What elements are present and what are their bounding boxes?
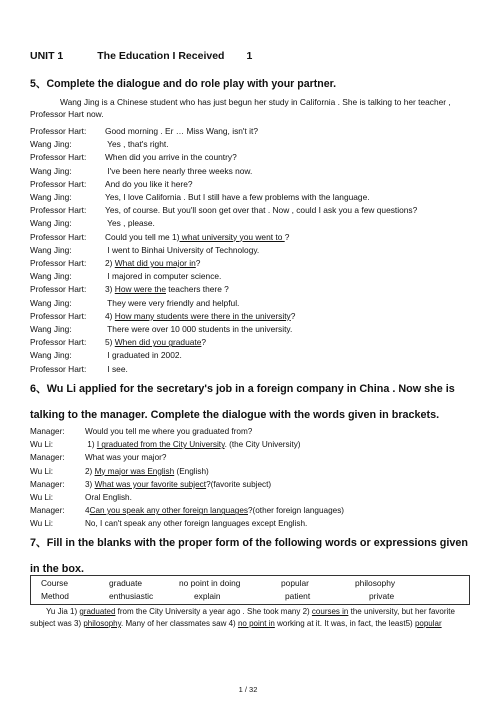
speaker-label: Professor Hart: bbox=[30, 178, 87, 189]
dialogue-line bbox=[30, 492, 132, 504]
line-text: Yes , that's right. bbox=[105, 139, 169, 150]
dialogue-line bbox=[30, 426, 252, 438]
para-text: the university, but her favorite subject was 3) bbox=[30, 607, 455, 628]
answer-text: What did you major in bbox=[114, 258, 196, 268]
speaker-label: Manager: bbox=[30, 479, 65, 489]
dialogue-line bbox=[30, 505, 344, 517]
speaker-label: Professor Hart: bbox=[30, 152, 87, 163]
word-box-item: patient bbox=[285, 591, 311, 601]
line-text-after: ? bbox=[195, 258, 201, 268]
para-answer: no point in bbox=[237, 619, 275, 628]
dialogue-line bbox=[30, 191, 370, 203]
speaker-label: Professor Hart: bbox=[30, 126, 87, 136]
word-box-item: no point in doing bbox=[179, 578, 241, 588]
dialogue-line bbox=[30, 244, 259, 256]
line-text: 2) bbox=[105, 258, 115, 268]
speaker-label: Wang Jing: bbox=[30, 192, 72, 202]
para-text: working at it. It was, in fact, the least5) bbox=[274, 619, 415, 628]
dialogue-line bbox=[30, 125, 258, 137]
para-text: Yu Jia 1) bbox=[46, 607, 80, 616]
speaker-label: Wu Li: bbox=[30, 493, 54, 502]
line-text: I graduated in 2002. bbox=[105, 350, 182, 361]
answer-text: When did you graduate bbox=[114, 337, 202, 348]
speaker-label: Wang Jing: bbox=[30, 324, 72, 334]
line-text: Yes , please. bbox=[105, 218, 155, 229]
section6-heading: 6、Wu Li applied for the secretary's job in a foreign company in China . Now she is talking to the manager. Complete the dialogue with the words given in brackets. bbox=[30, 383, 455, 421]
line-text: I've been here nearly three weeks now. bbox=[105, 165, 253, 176]
section5-heading: 5、Complete the dialogue and do role play with your partner. bbox=[30, 78, 337, 90]
unit-heading bbox=[30, 50, 252, 62]
speaker-label: Wang Jing: bbox=[30, 218, 72, 229]
speaker-label: Manager: bbox=[30, 427, 65, 436]
speaker-label: Wu Li: bbox=[30, 519, 54, 529]
line-text: Good morning . Er … Miss Wang, isn't it? bbox=[105, 126, 259, 136]
dialogue-line bbox=[30, 151, 237, 163]
line-text: I went to Binhai University of Technology. bbox=[105, 244, 260, 255]
dialogue-line bbox=[30, 363, 128, 375]
unit-title: The Education I Received bbox=[97, 50, 225, 62]
answer-text: My major was English bbox=[94, 466, 175, 476]
line-text: 2) bbox=[85, 466, 95, 476]
word-box-item: graduate bbox=[109, 578, 143, 588]
line-text-after: ? bbox=[284, 231, 290, 242]
para-answer: philosophy bbox=[83, 619, 122, 628]
answer-text: what university you went to bbox=[179, 231, 285, 242]
unit-number: 1 bbox=[246, 50, 253, 62]
line-text-after: ?(other foreign languages) bbox=[247, 506, 345, 516]
speaker-label: Professor Hart: bbox=[30, 205, 87, 216]
dialogue-line bbox=[30, 165, 252, 177]
line-text-after: (English) bbox=[174, 466, 209, 476]
speaker-label: Wu Li: bbox=[30, 466, 54, 476]
dialogue-line bbox=[30, 257, 200, 269]
dialogue-line bbox=[30, 439, 301, 451]
speaker-label: Professor Hart: bbox=[30, 363, 87, 374]
line-text: 3) bbox=[105, 284, 115, 295]
line-text: What was your major? bbox=[85, 453, 167, 463]
speaker-label: Professor Hart: bbox=[30, 284, 87, 295]
word-box bbox=[30, 575, 470, 605]
line-text: 3) bbox=[85, 479, 95, 489]
para-answer: courses in bbox=[311, 607, 349, 616]
line-text: Oral English. bbox=[85, 493, 132, 502]
dialogue-line bbox=[30, 204, 417, 216]
answer-text: Can you speak any other foreign languages bbox=[89, 506, 248, 516]
answer-text: How were the bbox=[114, 284, 166, 295]
line-text-after: . (the City University) bbox=[224, 440, 301, 450]
line-text: When did you arrive in the country? bbox=[105, 152, 237, 163]
line-text: I majored in computer science. bbox=[105, 271, 222, 282]
word-box-item: Method bbox=[41, 591, 69, 601]
section7-heading: 7、Fill in the blanks with the proper form of the following words or expressions given in the box. bbox=[30, 537, 468, 575]
dialogue-line bbox=[30, 466, 209, 478]
line-text-after: teachers there ? bbox=[165, 284, 229, 295]
dialogue-line bbox=[30, 231, 289, 243]
speaker-label: Wang Jing: bbox=[30, 139, 72, 150]
line-text: I see. bbox=[105, 363, 128, 374]
speaker-label: Professor Hart: bbox=[30, 337, 87, 348]
answer-text: I graduated from the City University bbox=[96, 440, 225, 450]
word-box-item: Course bbox=[41, 578, 68, 588]
dialogue-line bbox=[30, 479, 271, 491]
line-text: 1) bbox=[85, 440, 97, 450]
dialogue-line bbox=[30, 270, 221, 282]
para-text: . Many of her classmates saw 4) bbox=[121, 619, 238, 628]
line-text: Would you tell me where you graduated from? bbox=[85, 427, 253, 436]
word-box-item: philosophy bbox=[355, 578, 396, 588]
dialogue-line bbox=[30, 518, 307, 530]
speaker-label: Professor Hart: bbox=[30, 310, 87, 321]
speaker-label: Wang Jing: bbox=[30, 244, 72, 255]
dialogue-line bbox=[30, 217, 155, 229]
speaker-label: Wang Jing: bbox=[30, 350, 72, 361]
section5-intro: Wang Jing is a Chinese student who has just begun her study in California . She is talking to her teacher , Professor Hart now. bbox=[30, 97, 451, 119]
answer-text: How many students were there in the university bbox=[114, 310, 291, 321]
word-box-item: enthusiastic bbox=[109, 591, 154, 601]
speaker-label: Wang Jing: bbox=[30, 165, 72, 176]
line-text: 4) bbox=[105, 310, 115, 321]
section7-paragraph bbox=[30, 606, 470, 630]
speaker-label: Professor Hart: bbox=[30, 258, 87, 268]
line-text: Could you tell me 1) bbox=[105, 231, 180, 242]
line-text: Yes, I love California . But I still have a few problems with the language. bbox=[105, 192, 370, 202]
dialogue-line bbox=[30, 297, 239, 309]
word-box-item: explain bbox=[194, 591, 221, 601]
line-text: There were over 10 000 students in the university. bbox=[105, 324, 293, 334]
para-answer: popular bbox=[414, 619, 442, 628]
line-text: They were very friendly and helpful. bbox=[105, 297, 240, 308]
line-text-after: ?(favorite subject) bbox=[206, 479, 272, 489]
answer-text: What was your favorite subject bbox=[94, 479, 207, 489]
line-text-after: ? bbox=[290, 310, 296, 321]
speaker-label: Professor Hart: bbox=[30, 231, 87, 242]
para-answer: graduated bbox=[79, 607, 116, 616]
line-text: 4 bbox=[85, 506, 90, 516]
dialogue-line bbox=[30, 178, 193, 190]
page-number: 1 / 32 bbox=[238, 685, 258, 694]
dialogue-line bbox=[30, 323, 292, 335]
speaker-label: Wang Jing: bbox=[30, 297, 72, 308]
dialogue-line bbox=[30, 138, 169, 150]
line-text: 5) bbox=[105, 337, 115, 348]
dialogue-line bbox=[30, 349, 182, 361]
dialogue-line bbox=[30, 452, 166, 464]
speaker-label: Manager: bbox=[30, 453, 65, 463]
unit-label: UNIT 1 bbox=[30, 50, 64, 62]
word-box-item: private bbox=[369, 591, 395, 601]
line-text: Yes, of course. But you'll soon get over that . Now , could I ask you a few questions? bbox=[105, 205, 418, 216]
dialogue-line bbox=[30, 283, 229, 295]
dialogue-line bbox=[30, 336, 206, 348]
speaker-label: Wu Li: bbox=[30, 440, 54, 450]
line-text-after: ? bbox=[201, 337, 207, 348]
para-text: from the City University a year ago . She took many 2) bbox=[115, 607, 312, 616]
dialogue-line bbox=[30, 310, 295, 322]
speaker-label: Manager: bbox=[30, 506, 65, 516]
line-text: And do you like it here? bbox=[105, 178, 193, 189]
line-text: No, I can't speak any other foreign languages except English. bbox=[85, 519, 308, 529]
word-box-item: popular bbox=[281, 578, 309, 588]
speaker-label: Wang Jing: bbox=[30, 271, 72, 282]
